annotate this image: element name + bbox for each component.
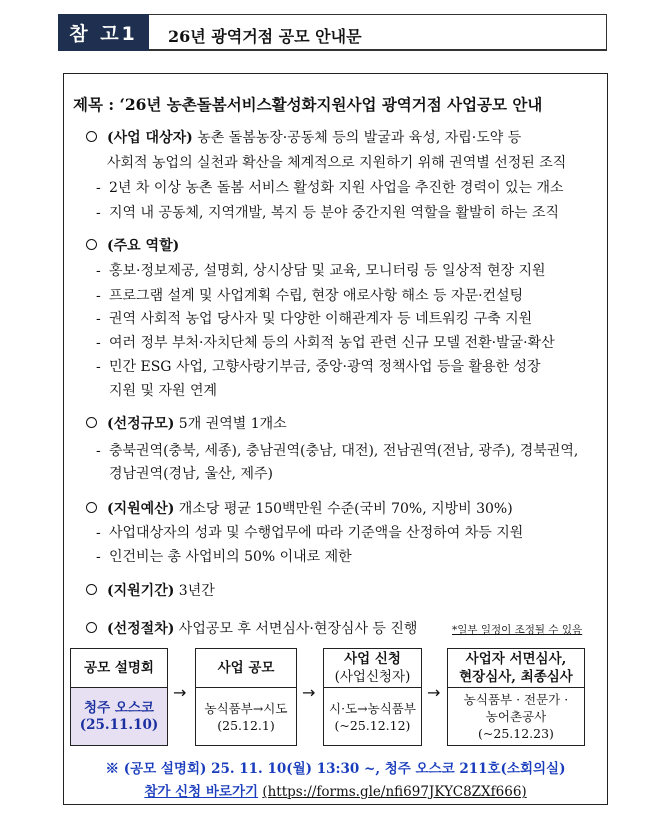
dash-bullet: - xyxy=(96,525,101,541)
list-item: 사업대상자의 성과 및 수행업무에 따라 기준액을 산정하여 차등 지원 xyxy=(109,525,524,541)
dash-bullet: - xyxy=(96,263,101,279)
apply-link[interactable]: 참가 신청 바로가기 xyxy=(144,784,259,800)
list-item: 2년 차 이상 농촌 돌봄 서비스 활성화 지원 사업을 추진한 경력이 있는 개소 xyxy=(109,180,564,196)
section-label: (지원예산) xyxy=(107,501,175,517)
section-text: 사업공모 후 서면심사·현장심사 등 진행 xyxy=(174,621,418,637)
section-label: (사업 대상자) xyxy=(107,130,193,146)
step-box-review xyxy=(447,648,585,746)
section-target xyxy=(86,128,521,148)
reference-badge: 참 고1 xyxy=(58,14,149,51)
list-item: 프로그램 설계 및 사업계획 수립, 현장 애로사항 해소 등 자문·컨설팅 xyxy=(109,288,524,304)
schedule-note: *일부 일정이 조정될 수 있음 xyxy=(452,624,583,636)
circle-bullet-icon xyxy=(86,131,97,142)
section-process xyxy=(86,619,417,639)
arrow-right-icon: → xyxy=(302,683,316,702)
arrow-right-icon: → xyxy=(427,683,441,702)
section-text: 개소당 평균 150백만원 수준(국비 70%, 지방비 30%) xyxy=(174,501,513,517)
section-text: 농촌 돌봄농장·공동체 등의 발굴과 육성, 자립·도약 등 xyxy=(192,130,522,146)
dash-bullet: - xyxy=(96,359,101,375)
list-item-cont: 지원 및 자원 연계 xyxy=(109,383,218,399)
circle-bullet-icon xyxy=(86,584,97,595)
list-item: 지역 내 공동체, 지역개발, 복지 등 분야 중간지원 역할을 활발히 하는 조직 xyxy=(109,205,560,221)
list-item: 민간 ESG 사업, 고향사랑기부금, 중앙·광역 정책사업 등을 활용한 성장 xyxy=(109,359,541,375)
step-body: 청주 오스코 (25.11.10) xyxy=(71,688,167,745)
step-head: 공모 설명회 xyxy=(71,649,167,688)
page-title: 26년 광역거점 공모 안내문 xyxy=(168,27,362,46)
section-label: (주요 역할) xyxy=(107,238,180,254)
dash-bullet: - xyxy=(96,205,101,221)
step-body: 농식품부 · 전문가 · 농어촌공사 (~25.12.23) xyxy=(463,692,569,741)
step-head: 사업 공모 xyxy=(196,649,296,688)
section-text-cont: 사회적 농업의 실천과 확산을 체계적으로 지원하기 위해 권역별 선정된 조직 xyxy=(107,155,567,171)
header-divider-top xyxy=(149,14,607,15)
circle-bullet-icon xyxy=(86,417,97,428)
section-text: 3년간 xyxy=(174,583,215,599)
circle-bullet-icon xyxy=(86,502,97,513)
arrow-right-icon: → xyxy=(173,683,187,702)
header-divider-right xyxy=(606,14,607,50)
document-title: 제목 : ‘26년 농촌돌봄서비스활성화지원사업 광역거점 사업공모 안내 xyxy=(73,95,543,114)
list-item: 여러 정부 부처·자치단체 등의 사회적 농업 관련 신규 모델 전환·발굴·확산 xyxy=(109,335,555,351)
step-box-briefing xyxy=(70,648,168,746)
briefing-notice: ※ (공모 설명회) 25. 11. 10(월) 13:30 ~, 청주 오스코 211호(소회의실) xyxy=(105,761,566,777)
section-label: (선정절차) xyxy=(107,621,175,637)
section-budget xyxy=(86,499,513,519)
circle-bullet-icon xyxy=(86,622,97,633)
section-role xyxy=(86,236,179,256)
dash-bullet: - xyxy=(96,180,101,196)
list-item: 인건비는 총 사업비의 50% 이내로 제한 xyxy=(109,549,352,565)
step-box-call xyxy=(195,648,297,746)
step-box-apply xyxy=(323,648,422,746)
section-text: 5개 권역별 1개소 xyxy=(174,416,287,432)
list-item: 홍보·정보제공, 설명회, 상시상담 및 교육, 모니터링 등 일상적 현장 지원 xyxy=(109,263,546,279)
list-item-cont: 경남권역(경남, 울산, 제주) xyxy=(109,466,273,482)
dash-bullet: - xyxy=(96,311,101,327)
dash-bullet: - xyxy=(96,288,101,304)
dash-bullet: - xyxy=(96,335,101,351)
section-scale xyxy=(86,414,287,434)
dash-bullet: - xyxy=(96,549,101,565)
header-divider xyxy=(149,49,607,51)
apply-url[interactable]: (https://forms.gle/nfi697JKYC8ZXf666) xyxy=(262,784,527,800)
step-head: 사업자 서면심사, 현장심사, 최종심사 xyxy=(448,649,584,688)
list-item: 충북권역(충북, 세종), 충남권역(충남, 대전), 전남권역(전남, 광주), 경북권역, xyxy=(109,443,579,459)
step-body: 시·도→농식품부 (~25.12.12) xyxy=(329,700,416,733)
section-label: (선정규모) xyxy=(107,416,175,432)
section-period xyxy=(86,581,215,601)
step-head: 사업 신청 (사업신청자) xyxy=(324,649,421,688)
list-item: 권역 사회적 농업 당사자 및 다양한 이해관계자 등 네트워킹 구축 지원 xyxy=(109,311,533,327)
section-label: (지원기간) xyxy=(107,583,175,599)
circle-bullet-icon xyxy=(86,239,97,250)
apply-line xyxy=(63,780,608,800)
dash-bullet: - xyxy=(96,443,101,459)
step-body: 농식품부→시도 (25.12.1) xyxy=(204,700,288,733)
